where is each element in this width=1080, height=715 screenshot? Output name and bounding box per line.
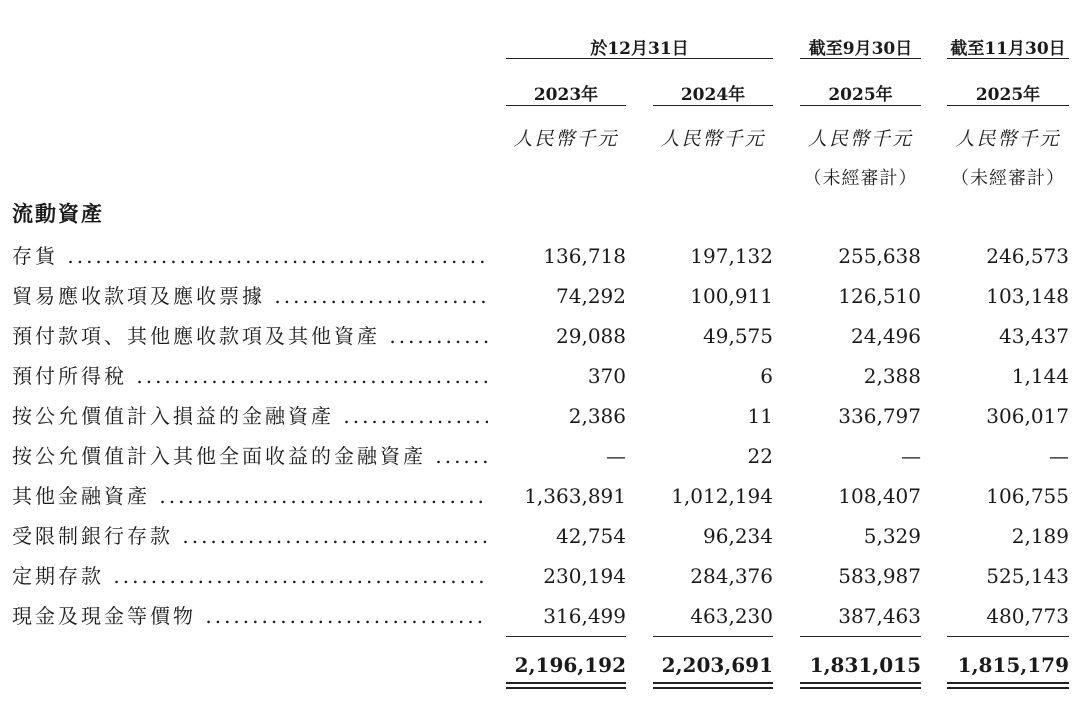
row-label: 定期存款 .....: [12, 558, 488, 594]
cell-2025-sep: 108,407: [838, 484, 921, 508]
total-double-rule: [947, 682, 1069, 689]
table-row: [0, 358, 1080, 394]
cell-2025-sep: 24,496: [851, 324, 921, 348]
year-rule: [800, 105, 921, 106]
table-row: [0, 238, 1080, 274]
cell-2025-sep: —: [901, 444, 921, 468]
cell-2024: 49,575: [703, 324, 773, 348]
header-rule: [506, 58, 773, 59]
header-rule: [800, 58, 921, 59]
cell-2025-nov: —: [1049, 444, 1069, 468]
cell-2025-nov: 43,437: [999, 324, 1069, 348]
year-rule: [947, 105, 1069, 106]
cell-2023: —: [606, 444, 626, 468]
table-row: [0, 318, 1080, 354]
year-header: 2025年: [975, 85, 1041, 105]
unit-label: 人民幣千元: [807, 128, 913, 150]
table-row: [0, 518, 1080, 554]
cell-2025-nov: 525,143: [986, 564, 1069, 588]
row-label: 按公允價值計入其他全面收益的金融資產 .....: [12, 438, 488, 474]
cell-2025-nov: 306,017: [986, 404, 1069, 428]
cell-2025-nov: 103,148: [986, 284, 1069, 308]
cell-2023: 230,194: [543, 564, 626, 588]
cell-2023: 370: [587, 364, 626, 388]
unit-label: 人民幣千元: [660, 128, 766, 150]
unit-label: 人民幣千元: [513, 128, 619, 150]
cell-2023: 2,386: [568, 404, 626, 428]
cell-2025-sep: 5,329: [863, 524, 921, 548]
header-period-year-end: 於12月31日: [590, 39, 689, 59]
row-label: 其他金融資產 .....: [12, 478, 488, 514]
year-header: 2024年: [680, 85, 746, 105]
table-row: [0, 558, 1080, 594]
row-label: 現金及現金等價物 .....: [12, 598, 488, 634]
total-2023: 2,196,192: [514, 653, 626, 677]
cell-2025-nov: 106,755: [986, 484, 1069, 508]
header-rule: [947, 58, 1069, 59]
row-label: 預付所得稅 .....: [12, 358, 488, 394]
unaudited-label: （未經審計）: [951, 168, 1065, 189]
cell-2024: 22: [747, 444, 773, 468]
year-header: 2023年: [533, 85, 599, 105]
cell-2024: 11: [747, 404, 773, 428]
subtotal-rule: [653, 636, 773, 637]
table-row: [0, 598, 1080, 634]
table-row: [0, 398, 1080, 434]
row-label: 存貨 .....: [12, 238, 488, 274]
header-period-sep: 截至9月30日: [808, 39, 913, 59]
section-title: 流動資產: [12, 201, 104, 226]
subtotal-rule: [947, 636, 1069, 637]
total-double-rule: [653, 682, 773, 689]
unit-label: 人民幣千元: [955, 128, 1061, 150]
unaudited-label: （未經審計）: [803, 168, 918, 189]
table-row: [0, 278, 1080, 314]
cell-2023: 29,088: [556, 324, 626, 348]
cell-2025-nov: 2,189: [1011, 524, 1069, 548]
row-label: 貿易應收款項及應收票據 .....: [12, 278, 488, 314]
row-label: 預付款項、其他應收款項及其他資產 .....: [12, 318, 488, 354]
table-row: [0, 478, 1080, 514]
cell-2025-nov: 480,773: [986, 604, 1069, 628]
header-period-nov: 截至11月30日: [950, 39, 1066, 59]
cell-2025-nov: 246,573: [986, 244, 1069, 268]
table-row: [0, 438, 1080, 474]
year-header: 2025年: [828, 85, 893, 105]
cell-2024: 1,012,194: [671, 484, 773, 508]
total-2025-sep: 1,831,015: [809, 653, 921, 677]
cell-2025-sep: 255,638: [838, 244, 921, 268]
cell-2023: 74,292: [556, 284, 626, 308]
cell-2025-sep: 387,463: [838, 604, 921, 628]
row-label: 按公允價值計入損益的金融資產 .....: [12, 398, 488, 434]
cell-2024: 6: [760, 364, 773, 388]
total-double-rule: [506, 682, 626, 689]
cell-2024: 284,376: [690, 564, 773, 588]
row-label: 受限制銀行存款 .....: [12, 518, 488, 554]
cell-2024: 197,132: [690, 244, 773, 268]
cell-2023: 316,499: [543, 604, 626, 628]
cell-2023: 1,363,891: [524, 484, 626, 508]
total-2025-nov: 1,815,179: [957, 653, 1069, 677]
cell-2025-sep: 126,510: [838, 284, 921, 308]
cell-2025-sep: 2,388: [863, 364, 921, 388]
total-double-rule: [800, 682, 921, 689]
cell-2024: 463,230: [690, 604, 773, 628]
cell-2025-sep: 583,987: [838, 564, 921, 588]
cell-2025-sep: 336,797: [838, 404, 921, 428]
subtotal-rule: [506, 636, 626, 637]
cell-2024: 96,234: [703, 524, 773, 548]
total-2024: 2,203,691: [661, 653, 773, 677]
year-rule: [506, 105, 626, 106]
cell-2024: 100,911: [690, 284, 773, 308]
year-rule: [653, 105, 773, 106]
subtotal-rule: [800, 636, 921, 637]
cell-2025-nov: 1,144: [1011, 364, 1069, 388]
cell-2023: 136,718: [543, 244, 626, 268]
cell-2023: 42,754: [556, 524, 626, 548]
